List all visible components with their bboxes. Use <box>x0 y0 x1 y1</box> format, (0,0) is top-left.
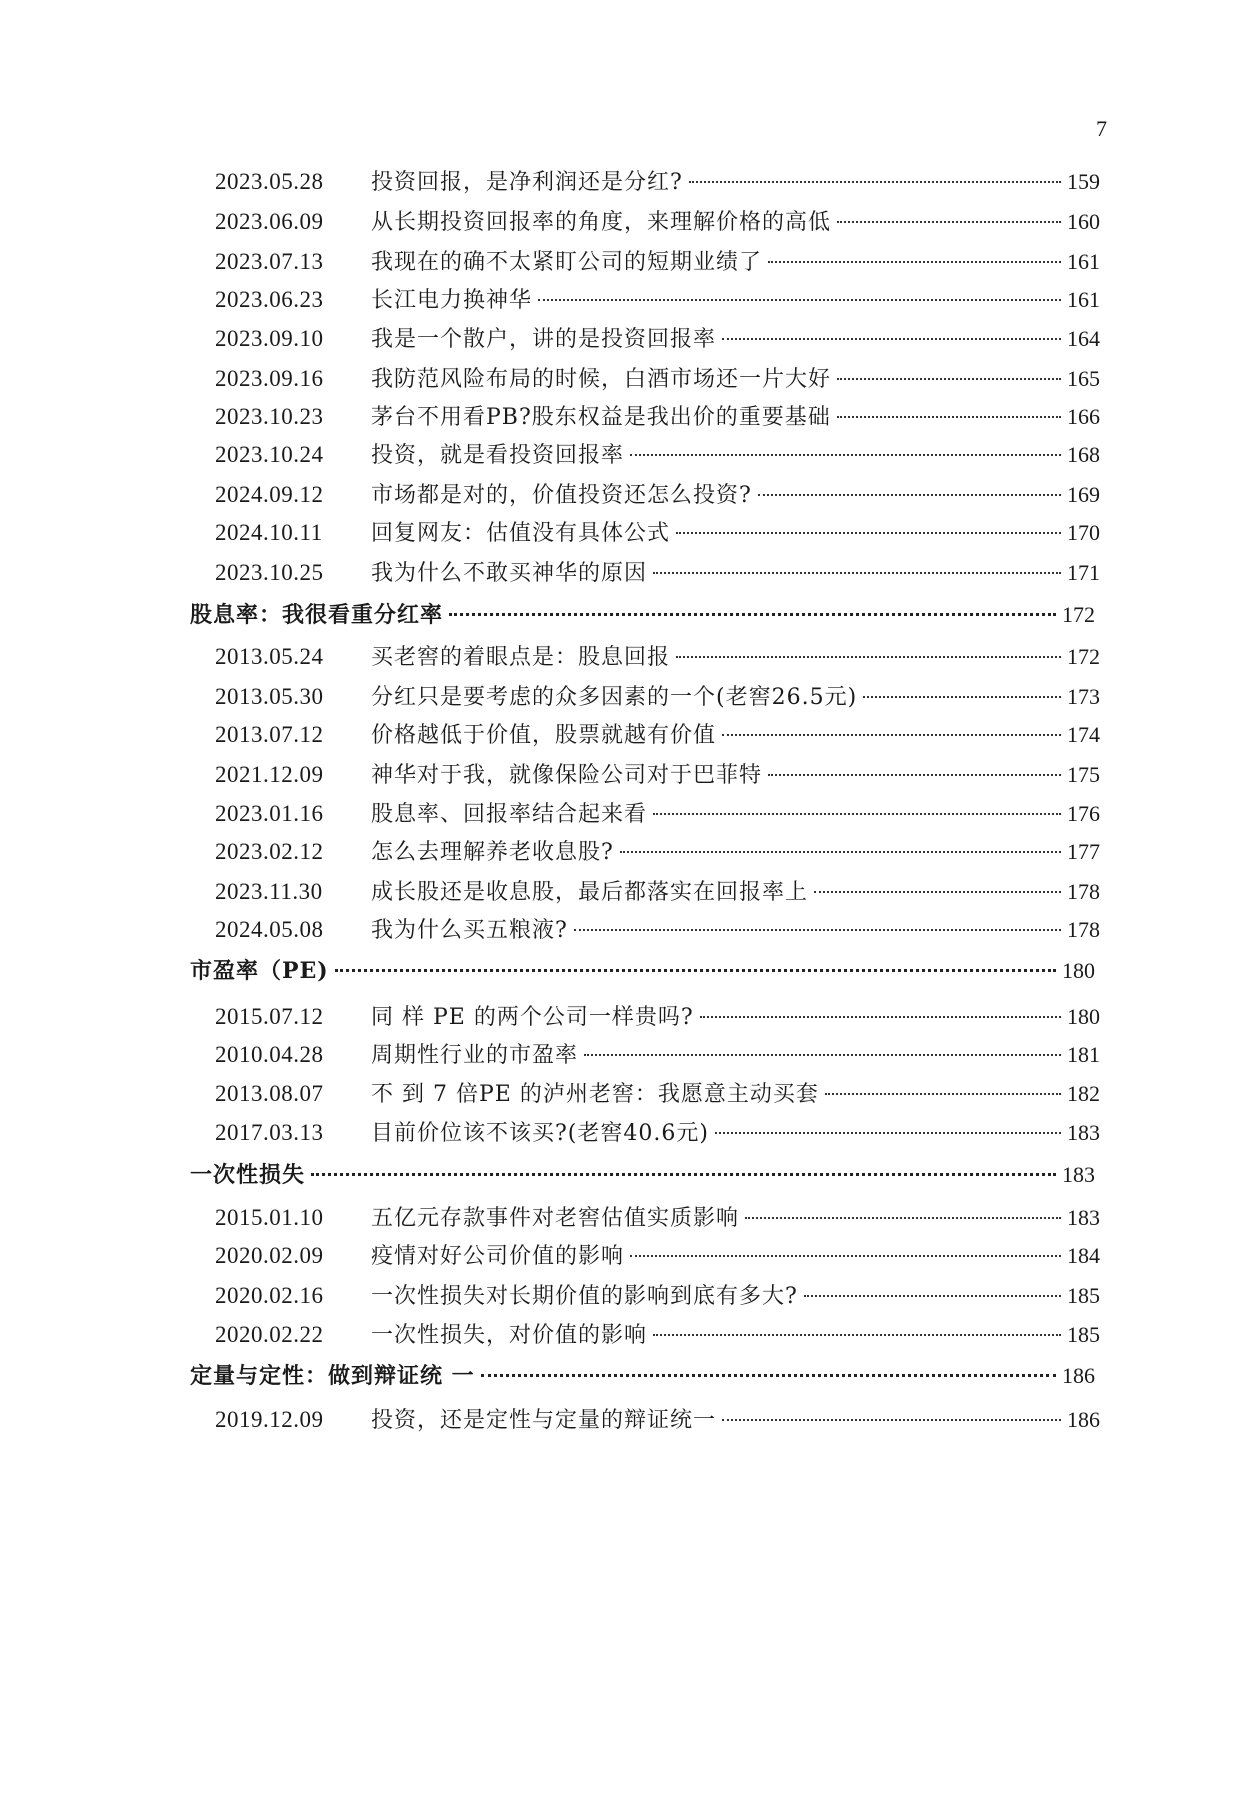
entry-date: 2020.02.16 <box>215 1283 324 1308</box>
dot-leader <box>715 1132 1061 1134</box>
entry-date: 2020.02.22 <box>215 1322 324 1347</box>
entry-date: 2013.05.30 <box>215 684 324 709</box>
entry-date: 2019.12.09 <box>215 1407 324 1432</box>
entry-title: 不 到 7 倍PE 的泸州老窖：我愿意主动买套 <box>371 1082 819 1107</box>
toc-entry <box>215 1403 1100 1437</box>
entry-title: 一次性损失对长期价值的影响到底有多大? <box>371 1284 798 1309</box>
entry-title: 投资，还是定性与定量的辩证统一 <box>371 1408 717 1433</box>
entry-date: 2013.07.12 <box>215 722 324 747</box>
entry-title: 一次性损失，对价值的影响 <box>371 1323 648 1348</box>
entry-page-number: 186 <box>1062 1363 1095 1388</box>
dot-leader <box>814 891 1061 893</box>
toc-entry <box>215 362 1100 396</box>
entry-page-number: 185 <box>1067 1283 1100 1308</box>
entry-page-number: 164 <box>1067 326 1100 351</box>
entry-date: 2021.12.09 <box>215 762 324 787</box>
dot-leader <box>768 774 1061 776</box>
toc-entry <box>215 1116 1100 1150</box>
toc-entry <box>215 165 1100 199</box>
dot-leader <box>745 1217 1061 1219</box>
section-title: 股息率：我很看重分红率 <box>190 602 444 628</box>
toc-entry <box>215 556 1100 590</box>
entry-page-number: 169 <box>1067 482 1100 507</box>
entry-date: 2015.01.10 <box>215 1205 324 1230</box>
entry-page-number: 181 <box>1067 1042 1100 1067</box>
entry-date: 2023.11.30 <box>215 879 323 904</box>
toc-entry <box>215 1077 1100 1111</box>
dot-leader <box>481 1374 1056 1377</box>
dot-leader <box>689 181 1061 183</box>
entry-date: 2010.04.28 <box>215 1042 324 1067</box>
toc-entry <box>215 205 1100 239</box>
entry-page-number: 173 <box>1067 684 1100 709</box>
entry-page-number: 185 <box>1067 1322 1100 1347</box>
entry-page-number: 166 <box>1067 404 1100 429</box>
entry-page-number: 175 <box>1067 762 1100 787</box>
toc-entry <box>215 680 1100 714</box>
entry-page-number: 176 <box>1067 801 1100 826</box>
entry-date: 2023.01.16 <box>215 801 324 826</box>
toc-entry <box>215 1239 1100 1273</box>
entry-date: 2023.07.13 <box>215 249 324 274</box>
entry-date: 2024.05.08 <box>215 917 324 942</box>
dot-leader <box>722 338 1061 340</box>
entry-title: 成长股还是收息股，最后都落实在回报率上 <box>371 880 809 905</box>
dot-leader <box>449 613 1056 616</box>
toc-entry <box>215 438 1100 472</box>
entry-page-number: 184 <box>1067 1243 1100 1268</box>
entry-title: 怎么去理解养老收息股? <box>371 840 614 865</box>
entry-page-number: 170 <box>1067 520 1100 545</box>
toc-entry <box>215 1318 1100 1352</box>
toc-entry <box>215 913 1100 947</box>
toc-entry <box>215 1038 1100 1072</box>
dot-leader <box>676 532 1061 534</box>
entry-date: 2023.10.23 <box>215 404 324 429</box>
entry-title: 股息率、回报率结合起来看 <box>371 802 648 827</box>
dot-leader <box>837 416 1061 418</box>
toc-entry <box>215 400 1100 434</box>
toc-entry <box>215 1201 1100 1235</box>
entry-title: 疫情对好公司价值的影响 <box>371 1244 625 1269</box>
entry-page-number: 186 <box>1067 1407 1100 1432</box>
entry-title: 五亿元存款事件对老窖估值实质影响 <box>371 1206 740 1231</box>
dot-leader <box>837 221 1061 223</box>
toc-entry <box>215 835 1100 869</box>
toc-entry <box>215 478 1100 512</box>
entry-title: 从长期投资回报率的角度，来理解价格的高低 <box>371 210 832 235</box>
entry-date: 2023.09.10 <box>215 326 324 351</box>
dot-leader <box>768 261 1061 263</box>
entry-page-number: 172 <box>1067 644 1100 669</box>
entry-page-number: 180 <box>1062 958 1095 983</box>
dot-leader <box>722 734 1061 736</box>
entry-date: 2023.10.25 <box>215 560 324 585</box>
entry-title: 我为什么买五粮液? <box>371 918 568 943</box>
dot-leader <box>653 1334 1061 1336</box>
entry-date: 2023.06.09 <box>215 209 324 234</box>
dot-leader <box>825 1093 1061 1095</box>
dot-leader <box>538 299 1061 301</box>
entry-title: 分红只是要考虑的众多因素的一个(老窖26.5元) <box>371 685 858 710</box>
dot-leader <box>620 851 1061 853</box>
entry-title: 我是一个散户，讲的是投资回报率 <box>371 327 717 352</box>
dot-leader <box>758 494 1061 496</box>
toc-entry <box>215 245 1100 279</box>
entry-page-number: 171 <box>1067 560 1100 585</box>
entry-date: 2015.07.12 <box>215 1004 324 1029</box>
dot-leader <box>676 656 1061 658</box>
dot-leader <box>700 1016 1061 1018</box>
toc-entry <box>215 797 1100 831</box>
entry-title: 周期性行业的市盈率 <box>371 1043 579 1068</box>
dot-leader <box>630 1255 1061 1257</box>
section-title: 市盈率（PE) <box>190 958 329 984</box>
entry-title: 投资回报，是净利润还是分红? <box>371 170 683 195</box>
dot-leader <box>630 454 1061 456</box>
dot-leader <box>574 929 1061 931</box>
toc-entry <box>215 283 1100 317</box>
entry-title: 茅台不用看PB?股东权益是我出价的重要基础 <box>371 405 831 430</box>
toc-entry <box>215 640 1100 674</box>
entry-date: 2023.10.24 <box>215 442 324 467</box>
entry-page-number: 161 <box>1067 287 1100 312</box>
entry-date: 2013.05.24 <box>215 644 324 669</box>
dot-leader <box>804 1295 1061 1297</box>
entry-date: 2023.05.28 <box>215 169 324 194</box>
entry-page-number: 180 <box>1067 1004 1100 1029</box>
entry-date: 2017.03.13 <box>215 1120 324 1145</box>
entry-date: 2024.09.12 <box>215 482 324 507</box>
entry-page-number: 165 <box>1067 366 1100 391</box>
toc-entry <box>215 1279 1100 1313</box>
toc-entry <box>215 718 1100 752</box>
toc-section-heading <box>190 1359 1095 1393</box>
entry-title: 我防范风险布局的时候，白酒市场还一片大好 <box>371 367 832 392</box>
toc-section-heading <box>190 1158 1095 1192</box>
dot-leader <box>863 696 1061 698</box>
entry-title: 目前价位该不该买?(老窖40.6元) <box>371 1121 709 1146</box>
entry-title: 回复网友：估值没有具体公式 <box>371 521 671 546</box>
entry-date: 2024.10.11 <box>215 520 323 545</box>
dot-leader <box>335 969 1056 972</box>
entry-page-number: 177 <box>1067 839 1100 864</box>
entry-page-number: 178 <box>1067 917 1100 942</box>
dot-leader <box>584 1054 1061 1056</box>
entry-page-number: 183 <box>1062 1162 1095 1187</box>
section-title: 定量与定性：做到辩证统 一 <box>190 1363 475 1389</box>
dot-leader <box>837 378 1061 380</box>
entry-date: 2020.02.09 <box>215 1243 324 1268</box>
entry-title: 神华对于我，就像保险公司对于巴菲特 <box>371 763 763 788</box>
entry-date: 2023.06.23 <box>215 287 324 312</box>
toc-section-heading <box>190 598 1095 632</box>
page-number: 7 <box>1096 116 1107 141</box>
entry-page-number: 160 <box>1067 209 1100 234</box>
dot-leader <box>653 813 1061 815</box>
entry-title: 我为什么不敢买神华的原因 <box>371 561 648 586</box>
entry-date: 2023.09.16 <box>215 366 324 391</box>
entry-page-number: 172 <box>1062 602 1095 627</box>
entry-date: 2013.08.07 <box>215 1081 324 1106</box>
dot-leader <box>653 572 1061 574</box>
section-title: 一次性损失 <box>190 1162 306 1188</box>
entry-date: 2023.02.12 <box>215 839 324 864</box>
toc-entry <box>215 875 1100 909</box>
entry-page-number: 159 <box>1067 169 1100 194</box>
entry-title: 投资，就是看投资回报率 <box>371 443 625 468</box>
entry-page-number: 174 <box>1067 722 1100 747</box>
entry-page-number: 183 <box>1067 1120 1100 1145</box>
toc-section-heading <box>190 954 1095 988</box>
entry-page-number: 178 <box>1067 879 1100 904</box>
entry-page-number: 161 <box>1067 249 1100 274</box>
entry-title: 价格越低于价值，股票就越有价值 <box>371 723 717 748</box>
entry-title: 买老窖的着眼点是：股息回报 <box>371 645 671 670</box>
toc-entry <box>215 758 1100 792</box>
entry-page-number: 168 <box>1067 442 1100 467</box>
toc-entry <box>215 1000 1100 1034</box>
entry-title: 市场都是对的，价值投资还怎么投资? <box>371 483 752 508</box>
dot-leader <box>311 1173 1056 1176</box>
toc-entry <box>215 322 1100 356</box>
entry-title: 长江电力换神华 <box>371 288 533 313</box>
toc-entry <box>215 516 1100 550</box>
entry-title: 同 样 PE 的两个公司一样贵吗? <box>371 1005 694 1030</box>
entry-page-number: 183 <box>1067 1205 1100 1230</box>
entry-page-number: 182 <box>1067 1081 1100 1106</box>
entry-title: 我现在的确不太紧盯公司的短期业绩了 <box>371 250 763 275</box>
dot-leader <box>722 1419 1061 1421</box>
